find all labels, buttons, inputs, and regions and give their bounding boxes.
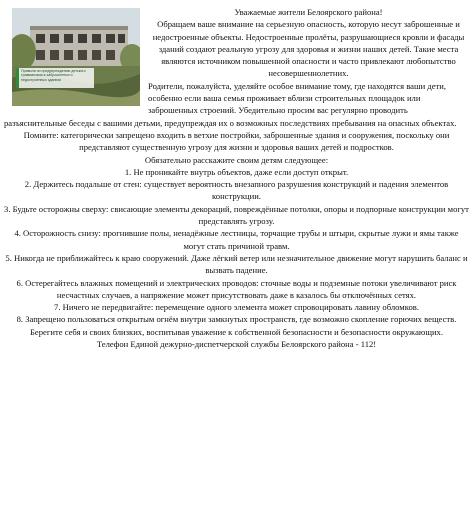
rule-5: 5. Никогда не приближайтесь к краю сооружений. Даже лёгкий ветер или незначительное движение могут нарушить баланс и вызвать падение. bbox=[5, 252, 468, 276]
photo-caption: Правила по предупреждению детского травматизма в заброшенных и недостроенных зданиях bbox=[16, 68, 94, 88]
abandoned-building-photo bbox=[12, 8, 140, 106]
list-intro: Обязательно расскажите своим детям следующее: bbox=[144, 154, 329, 165]
rule-7: 7. Ничего не передвигайте: перемещение одного элемента может спровоцировать лавину обломков. bbox=[54, 302, 419, 313]
rule-4: 4. Осторожность снизу: прогнившие полы, ненадёжные лестницы, торчащие трубы и штыри, скрытые лужи и ямы также могут стать причиной травм. bbox=[14, 228, 459, 251]
intro-paragraph: Обращаем ваше внимание на серьезную опасность, которую несут заброшенные и недостроенные объекты. Недостроенные пролёты, разрушающиеся кровли и фасады зданий создают реальную угрозу для здоровья и жизни наших детей. Такие места являются источником повышенной опасности и часто привлекают любопытство несовершеннолетних. bbox=[152, 19, 465, 79]
remember-paragraph: Помните: категорически запрещено входить в ветхие постройки, заброшенные здания и сооружения, поскольку они представляют существенную угрозу для жизни и здоровья ваших детей и подростков. bbox=[23, 129, 450, 153]
rule-3: 3. Будьте осторожны сверху: свисающие элементы декораций, повреждённые потолки, опоры и подпорные конструкции могут представлять угрозу. bbox=[4, 203, 469, 227]
building-illustration bbox=[12, 8, 140, 106]
phone-line: Телефон Единой дежурно-диспетчерской службы Белоярского района - 112! bbox=[96, 339, 377, 350]
greeting: Уважаемые жители Белоярского района! bbox=[234, 7, 383, 17]
rule-1: 1. Не проникайте внутрь объектов, даже если доступ открыт. bbox=[124, 166, 349, 177]
rule-2: 2. Держитесь подальше от стен: существует вероятность внезапного разрушения конструкций и падения элементов конструкции. bbox=[24, 179, 449, 202]
rule-6: 6. Остерегайтесь влажных помещений и электрических проводов: сточные воды и подземные потоки увеличивают риск несчастных случаев, а напряжение может присутствовать даже в казалось бы отключённых сетях. bbox=[16, 277, 457, 300]
parents-paragraph: Родители, пожалуйста, уделяйте особое внимание тому, где находятся ваши дети, особенно если ваша семья проживает вблизи строительных площадок или заброшенных строений. Убедительно просим вас регулярно проводить разъяснительные беседы с вашими детьми, предупреждая их о возможных последствиях пребывания на опасных объектах. bbox=[4, 80, 457, 128]
rule-8: 8. Запрещено пользоваться открытым огнём внутри замкнутых пространств, где возможно скопление горючих веществ. bbox=[16, 314, 457, 325]
closing-paragraph: Берегите себя и своих близких, воспитывая уважение к собственной безопасности и безопасности окружающих. bbox=[30, 326, 443, 337]
